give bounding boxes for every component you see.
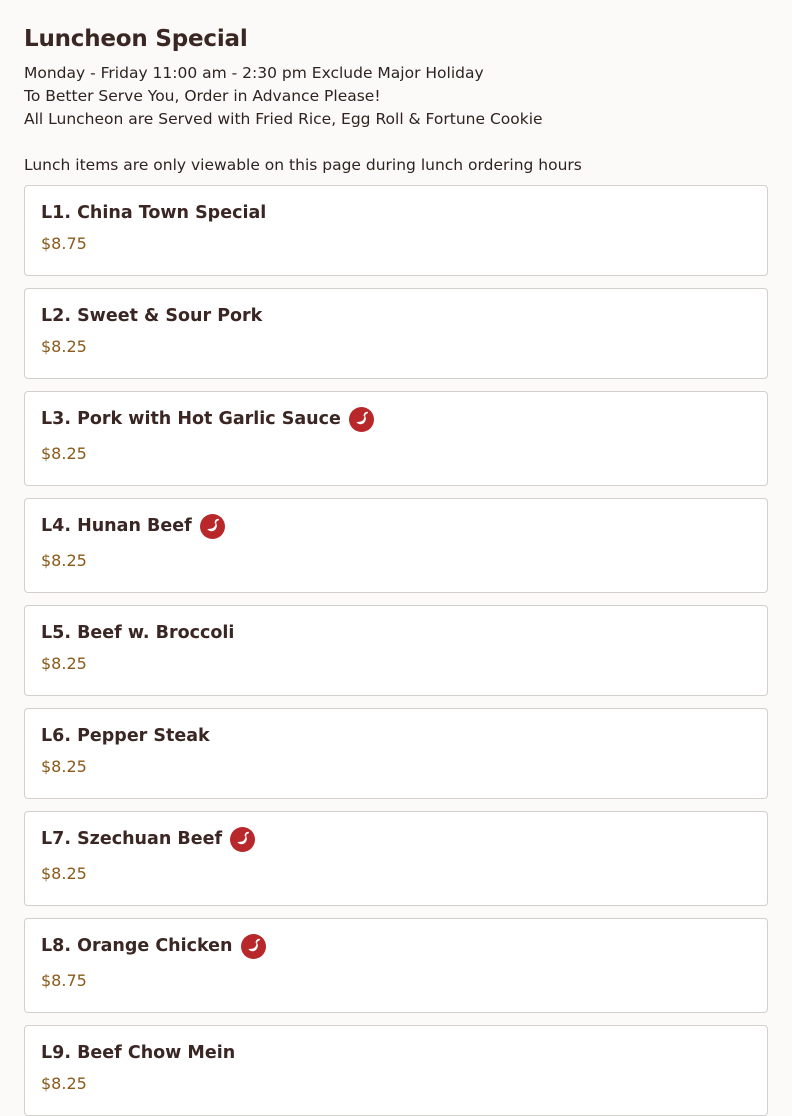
hours-info: Monday - Friday 11:00 am - 2:30 pm Exclude Major Holiday [24, 64, 484, 82]
lunch-hours-notice: Lunch items are only viewable on this page during lunch ordering hours [24, 156, 582, 174]
chili-pepper-icon [200, 514, 225, 539]
chili-pepper-icon [230, 827, 255, 852]
menu-item-card[interactable] [24, 185, 768, 276]
menu-item-name: L8. Orange Chicken [41, 936, 233, 956]
menu-item-price: $8.25 [41, 864, 87, 883]
menu-item-card[interactable] [24, 391, 768, 486]
menu-item-name: L5. Beef w. Broccoli [41, 623, 235, 643]
menu-item-name-row [41, 1038, 751, 1068]
menu-item-name-row [41, 824, 751, 854]
served-with-info: All Luncheon are Served with Fried Rice, Egg Roll & Fortune Cookie [24, 110, 543, 128]
menu-item-name: L3. Pork with Hot Garlic Sauce [41, 409, 341, 429]
menu-item-name: L1. China Town Special [41, 203, 267, 223]
menu-item-name-row [41, 931, 751, 961]
menu-item-price: $8.75 [41, 971, 87, 990]
menu-item-price: $8.25 [41, 551, 87, 570]
menu-item-name-row [41, 198, 751, 228]
menu-item-name: L7. Szechuan Beef [41, 829, 223, 849]
menu-item-name-row [41, 404, 751, 434]
menu-item-price: $8.75 [41, 234, 87, 253]
menu-item-card[interactable] [24, 288, 768, 379]
menu-item-name-row [41, 301, 751, 331]
menu-item-card[interactable] [24, 918, 768, 1013]
menu-item-price: $8.25 [41, 654, 87, 673]
menu-item-name-row [41, 721, 751, 751]
menu-item-card[interactable] [24, 811, 768, 906]
chili-pepper-icon [241, 934, 266, 959]
menu-item-price: $8.25 [41, 444, 87, 463]
menu-item-name: L2. Sweet & Sour Pork [41, 306, 263, 326]
menu-item-price: $8.25 [41, 757, 87, 776]
menu-item-card[interactable] [24, 708, 768, 799]
page-title: Luncheon Special [24, 26, 248, 52]
menu-item-card[interactable] [24, 1025, 768, 1116]
menu-item-price: $8.25 [41, 337, 87, 356]
menu-item-name: L4. Hunan Beef [41, 516, 192, 536]
menu-item-name: L6. Pepper Steak [41, 726, 210, 746]
menu-item-card[interactable] [24, 498, 768, 593]
menu-item-name-row [41, 511, 751, 541]
menu-item-name: L9. Beef Chow Mein [41, 1043, 236, 1063]
menu-item-name-row [41, 618, 751, 648]
menu-item-list [24, 185, 768, 1116]
advance-order-info: To Better Serve You, Order in Advance Please! [24, 87, 381, 105]
menu-item-card[interactable] [24, 605, 768, 696]
chili-pepper-icon [349, 407, 374, 432]
menu-item-price: $8.25 [41, 1074, 87, 1093]
